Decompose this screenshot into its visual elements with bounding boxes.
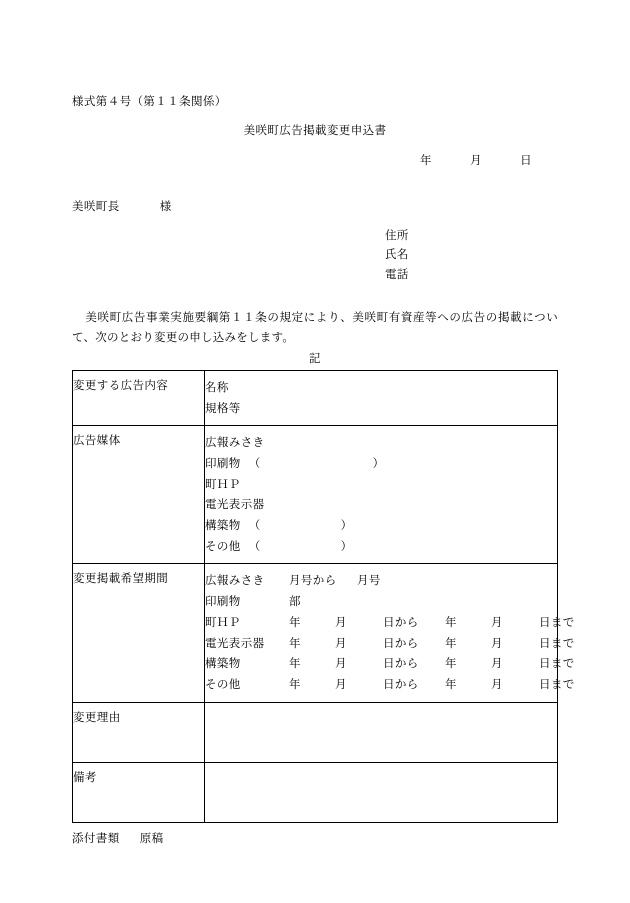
period-kouhou-from: 月号から xyxy=(289,573,337,588)
applicant-address-label: 住所 xyxy=(385,227,409,242)
period-structure-month-to: 月 xyxy=(491,656,503,671)
period-hp-day-from: 日から xyxy=(383,614,419,629)
attachment-label: 添付書類 xyxy=(72,830,120,845)
attachment-value: 原稿 xyxy=(139,830,164,845)
period-other-month-from: 月 xyxy=(335,676,347,691)
row-label-reason: 変更理由 xyxy=(73,702,205,762)
row-value-content[interactable] xyxy=(205,370,558,425)
period-structure-month-from: 月 xyxy=(335,656,347,671)
body-paragraph-text: 美咲町広告事業実施要綱第１１条の規定により、美咲町有資産等への広告の掲載について、次のとおり変更の申し込みをします。 xyxy=(72,309,558,345)
period-display-month-to: 月 xyxy=(491,635,503,650)
period-display-day-from: 日から xyxy=(383,635,419,650)
row-value-remarks[interactable] xyxy=(205,762,558,822)
media-option-kouhou[interactable] xyxy=(205,432,557,453)
period-hp-month-to: 月 xyxy=(491,614,503,629)
media-option-structure[interactable] xyxy=(205,515,557,536)
period-display-year-to: 年 xyxy=(445,635,457,650)
row-value-media[interactable] xyxy=(205,426,558,564)
row-label-remarks: 備考 xyxy=(73,762,205,822)
period-row-kouhou[interactable] xyxy=(205,570,557,591)
row-label-period: 変更掲載希望期間 xyxy=(73,564,205,702)
application-form-table xyxy=(72,370,575,823)
addressee-name: 美咲町長 xyxy=(72,198,120,213)
period-hp-media: 町ＨＰ xyxy=(205,614,241,629)
period-other-year-to: 年 xyxy=(445,676,457,691)
row-value-reason[interactable] xyxy=(205,702,558,762)
period-other-day-from: 日から xyxy=(383,676,419,691)
media-other-paren-open: （ xyxy=(248,538,261,553)
form-number: 様式第４号（第１１条関係） xyxy=(72,94,227,108)
period-other-month-to: 月 xyxy=(491,676,503,691)
period-other-media: その他 xyxy=(205,676,241,691)
period-display-media: 電光表示器 xyxy=(205,635,265,650)
period-other-year-from: 年 xyxy=(289,676,301,691)
period-hp-day-to: 日まで xyxy=(539,614,575,629)
period-kouhou-to: 月号 xyxy=(357,573,381,588)
row-label-media: 広告媒体 xyxy=(73,426,205,564)
date-day-label: 日 xyxy=(520,152,532,167)
content-item-name: 名称 xyxy=(205,379,229,394)
period-row-structure[interactable] xyxy=(205,653,575,674)
media-option-other[interactable] xyxy=(205,536,557,557)
period-other-day-to: 日まで xyxy=(539,676,575,691)
period-display-year-from: 年 xyxy=(289,635,301,650)
table-row-reason xyxy=(73,702,558,762)
page-title: 美咲町広告掲載変更申込書 xyxy=(243,122,387,137)
period-hp-year-to: 年 xyxy=(445,614,457,629)
submission-date-line xyxy=(72,152,558,168)
media-option-hp[interactable] xyxy=(205,474,557,495)
media-option-display-label: 電光表示器 xyxy=(205,497,265,512)
period-row-hp[interactable] xyxy=(205,612,575,633)
period-structure-year-to: 年 xyxy=(445,656,457,671)
table-row-remarks xyxy=(73,762,558,822)
media-structure-paren-open: （ xyxy=(248,518,261,533)
period-hp-year-from: 年 xyxy=(289,614,301,629)
table-row-content xyxy=(73,370,558,425)
media-option-print-label: 印刷物 xyxy=(205,456,241,471)
media-option-other-label: その他 xyxy=(205,538,241,553)
attachment-line xyxy=(72,830,558,846)
applicant-phone-label: 電話 xyxy=(385,267,409,282)
applicant-block xyxy=(72,226,558,285)
media-option-kouhou-label: 広報みさき xyxy=(205,435,265,450)
media-other-paren-close: ） xyxy=(340,538,353,553)
media-print-paren-close: ） xyxy=(372,456,385,471)
row-label-content: 変更する広告内容 xyxy=(73,370,205,425)
period-row-print[interactable] xyxy=(205,591,557,612)
table-row-media xyxy=(73,426,558,564)
media-print-paren-open: （ xyxy=(248,456,261,471)
period-display-month-from: 月 xyxy=(335,635,347,650)
document-body xyxy=(72,0,575,846)
addressee-line xyxy=(72,198,558,214)
media-option-display[interactable] xyxy=(205,494,557,515)
period-structure-year-from: 年 xyxy=(289,656,301,671)
ki-mark: 記 xyxy=(309,350,321,365)
date-month-label: 月 xyxy=(470,152,482,167)
media-option-hp-label: 町ＨＰ xyxy=(205,476,241,491)
media-option-print[interactable] xyxy=(205,453,557,474)
period-structure-day-to: 日まで xyxy=(539,656,575,671)
table-row-period xyxy=(73,564,558,702)
row-value-period[interactable] xyxy=(205,564,575,702)
content-item-spec: 規格等 xyxy=(205,400,241,415)
period-display-day-to: 日まで xyxy=(539,635,575,650)
date-year-label: 年 xyxy=(420,152,432,167)
period-structure-day-from: 日から xyxy=(383,656,419,671)
period-print-unit: 部 xyxy=(289,594,301,609)
period-print-media: 印刷物 xyxy=(205,594,241,609)
period-structure-media: 構築物 xyxy=(205,656,241,671)
period-row-other[interactable] xyxy=(205,674,575,695)
period-hp-month-from: 月 xyxy=(335,614,347,629)
body-paragraph xyxy=(72,307,558,348)
addressee-honorific: 様 xyxy=(159,198,172,213)
media-structure-paren-close: ） xyxy=(340,518,353,533)
applicant-name-label: 氏名 xyxy=(385,247,409,262)
period-kouhou-media: 広報みさき xyxy=(205,573,265,588)
media-option-structure-label: 構築物 xyxy=(205,518,241,533)
period-row-display[interactable] xyxy=(205,633,575,654)
